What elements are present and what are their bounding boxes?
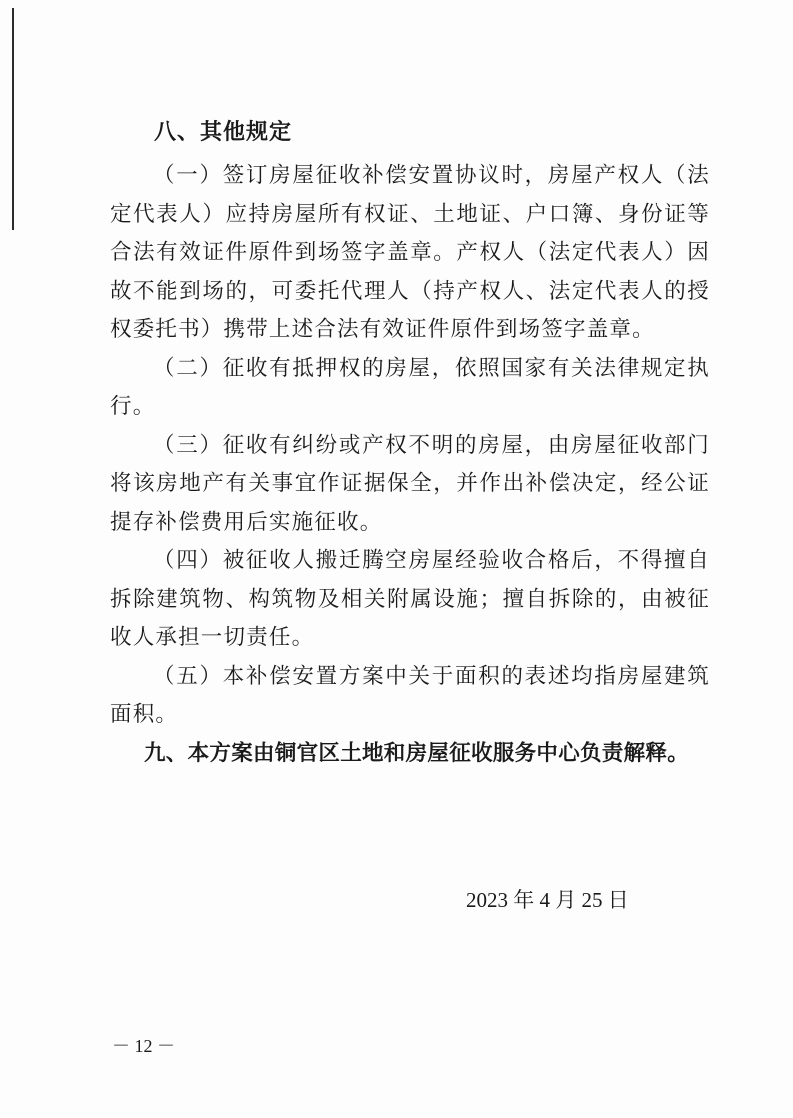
section-8-item-4: （四）被征收人搬迁腾空房屋经验收合格后，不得擅自拆除建筑物、构筑物及相关附属设施；擅自拆除的，由被征收人承担一切责任。 — [110, 548, 710, 650]
binding-margin-line — [12, 8, 14, 230]
section-8-item-3: （三）征收有纠纷或产权不明的房屋，由房屋征收部门将该房地产有关事宜作证据保全，并作出补偿决定，经公证提存补偿费用后实施征收。 — [110, 432, 710, 535]
section-8-item-5: （五）本补偿安置方案中关于面积的表述均指房屋建筑面积。 — [110, 663, 710, 727]
section-9-heading: 九、本方案由铜官区土地和房屋征收服务中心负责解释。 — [144, 740, 690, 766]
page-number: － 12 － — [112, 1036, 175, 1056]
section-8-item-2: （二）征收有抵押权的房屋，依照国家有关法律规定执行。 — [110, 355, 710, 419]
document-body — [110, 118, 710, 769]
section-8-heading: 八、其他规定 — [154, 120, 293, 145]
document-date: 2023 年 4 月 25 日 — [466, 888, 629, 912]
section-8-item-1: （一）签订房屋征收补偿安置协议时，房屋产权人（法定代表人）应持房屋所有权证、土地证、户口簿、身份证等合法有效证件原件到场签字盖章。产权人（法定代表人）因故不能到场的，可委托代理人（持产权人、法定代表人的授权委托书）携带上述合法有效证件原件到场签字盖章。 — [110, 163, 710, 342]
